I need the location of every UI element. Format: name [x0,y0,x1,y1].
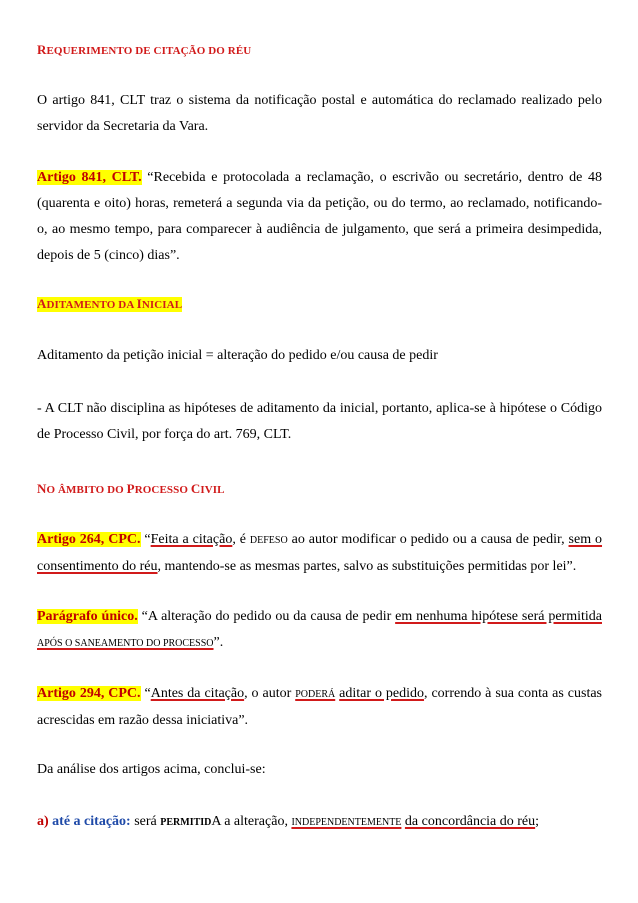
paragraph-artigo-294: Artigo 294, CPC. “Antes da citação, o autor PODERÁ aditar o pedido, correndo à sua conta as custas acrescidas em razão dessa iniciativa”. [37,686,603,728]
heading-requerimento: REQUERIMENTO DE CITAÇÃO DO RÉU [37,42,252,57]
paragraph-conclusion-a: a) até a citação: será PERMITIDA a alteração, INDEPENDENTEMENTE da concordância do réu; [37,814,540,829]
label-artigo-264: Artigo 264, CPC. [37,532,141,547]
paragraph-intro: O artigo 841, CLT traz o sistema da notificação postal e automática do reclamado realizado pelo servidor da Secretaria da Vara. [37,93,602,134]
heading-processo-civil: NO ÂMBITO DO PROCESSO CIVIL [37,481,225,496]
label-artigo-841: Artigo 841, CLT. [37,170,142,185]
paragraph-aditamento-def: Aditamento da petição inicial = alteração do pedido e/ou causa de pedir [37,348,438,363]
paragraph-unico: Parágrafo único. “A alteração do pedido ou da causa de pedir em nenhuma hipótese será permitida APÓS O SANEAMENTO DO PROCESSO”. [37,609,602,650]
paragraph-artigo-264: Artigo 264, CPC. “Feita a citação, é DEFESO ao autor modificar o pedido ou a causa de pedir, sem o consentimento do réu, mantendo-se as mesmas partes, salvo as substituições permitidas por lei”. [37,532,603,574]
label-artigo-294: Artigo 294, CPC. [37,686,141,701]
label-paragrafo-unico: Parágrafo único. [37,609,138,624]
heading-aditamento: ADITAMENTO DA INICIAL [37,296,183,311]
paragraph-artigo-841: Artigo 841, CLT. “Recebida e protocolada a reclamação, o escrivão ou secretário, dentro de 48 (quarenta e oito) horas, remeterá a segunda via da petição, ou do termo, ao reclamado, notificando-o, ao mesmo tempo, para comparecer à audiência de julgamento, que será a primeira desimpedida, depois de 5 (cinco) dias”. [37,170,603,263]
paragraph-clt-cpc: - A CLT não disciplina as hipóteses de aditamento da inicial, portanto, aplica-se à hipótese o Código de Processo Civil, por força do art. 769, CLT. [37,401,602,442]
paragraph-conclusao: Da análise dos artigos acima, conclui-se: [37,762,266,777]
